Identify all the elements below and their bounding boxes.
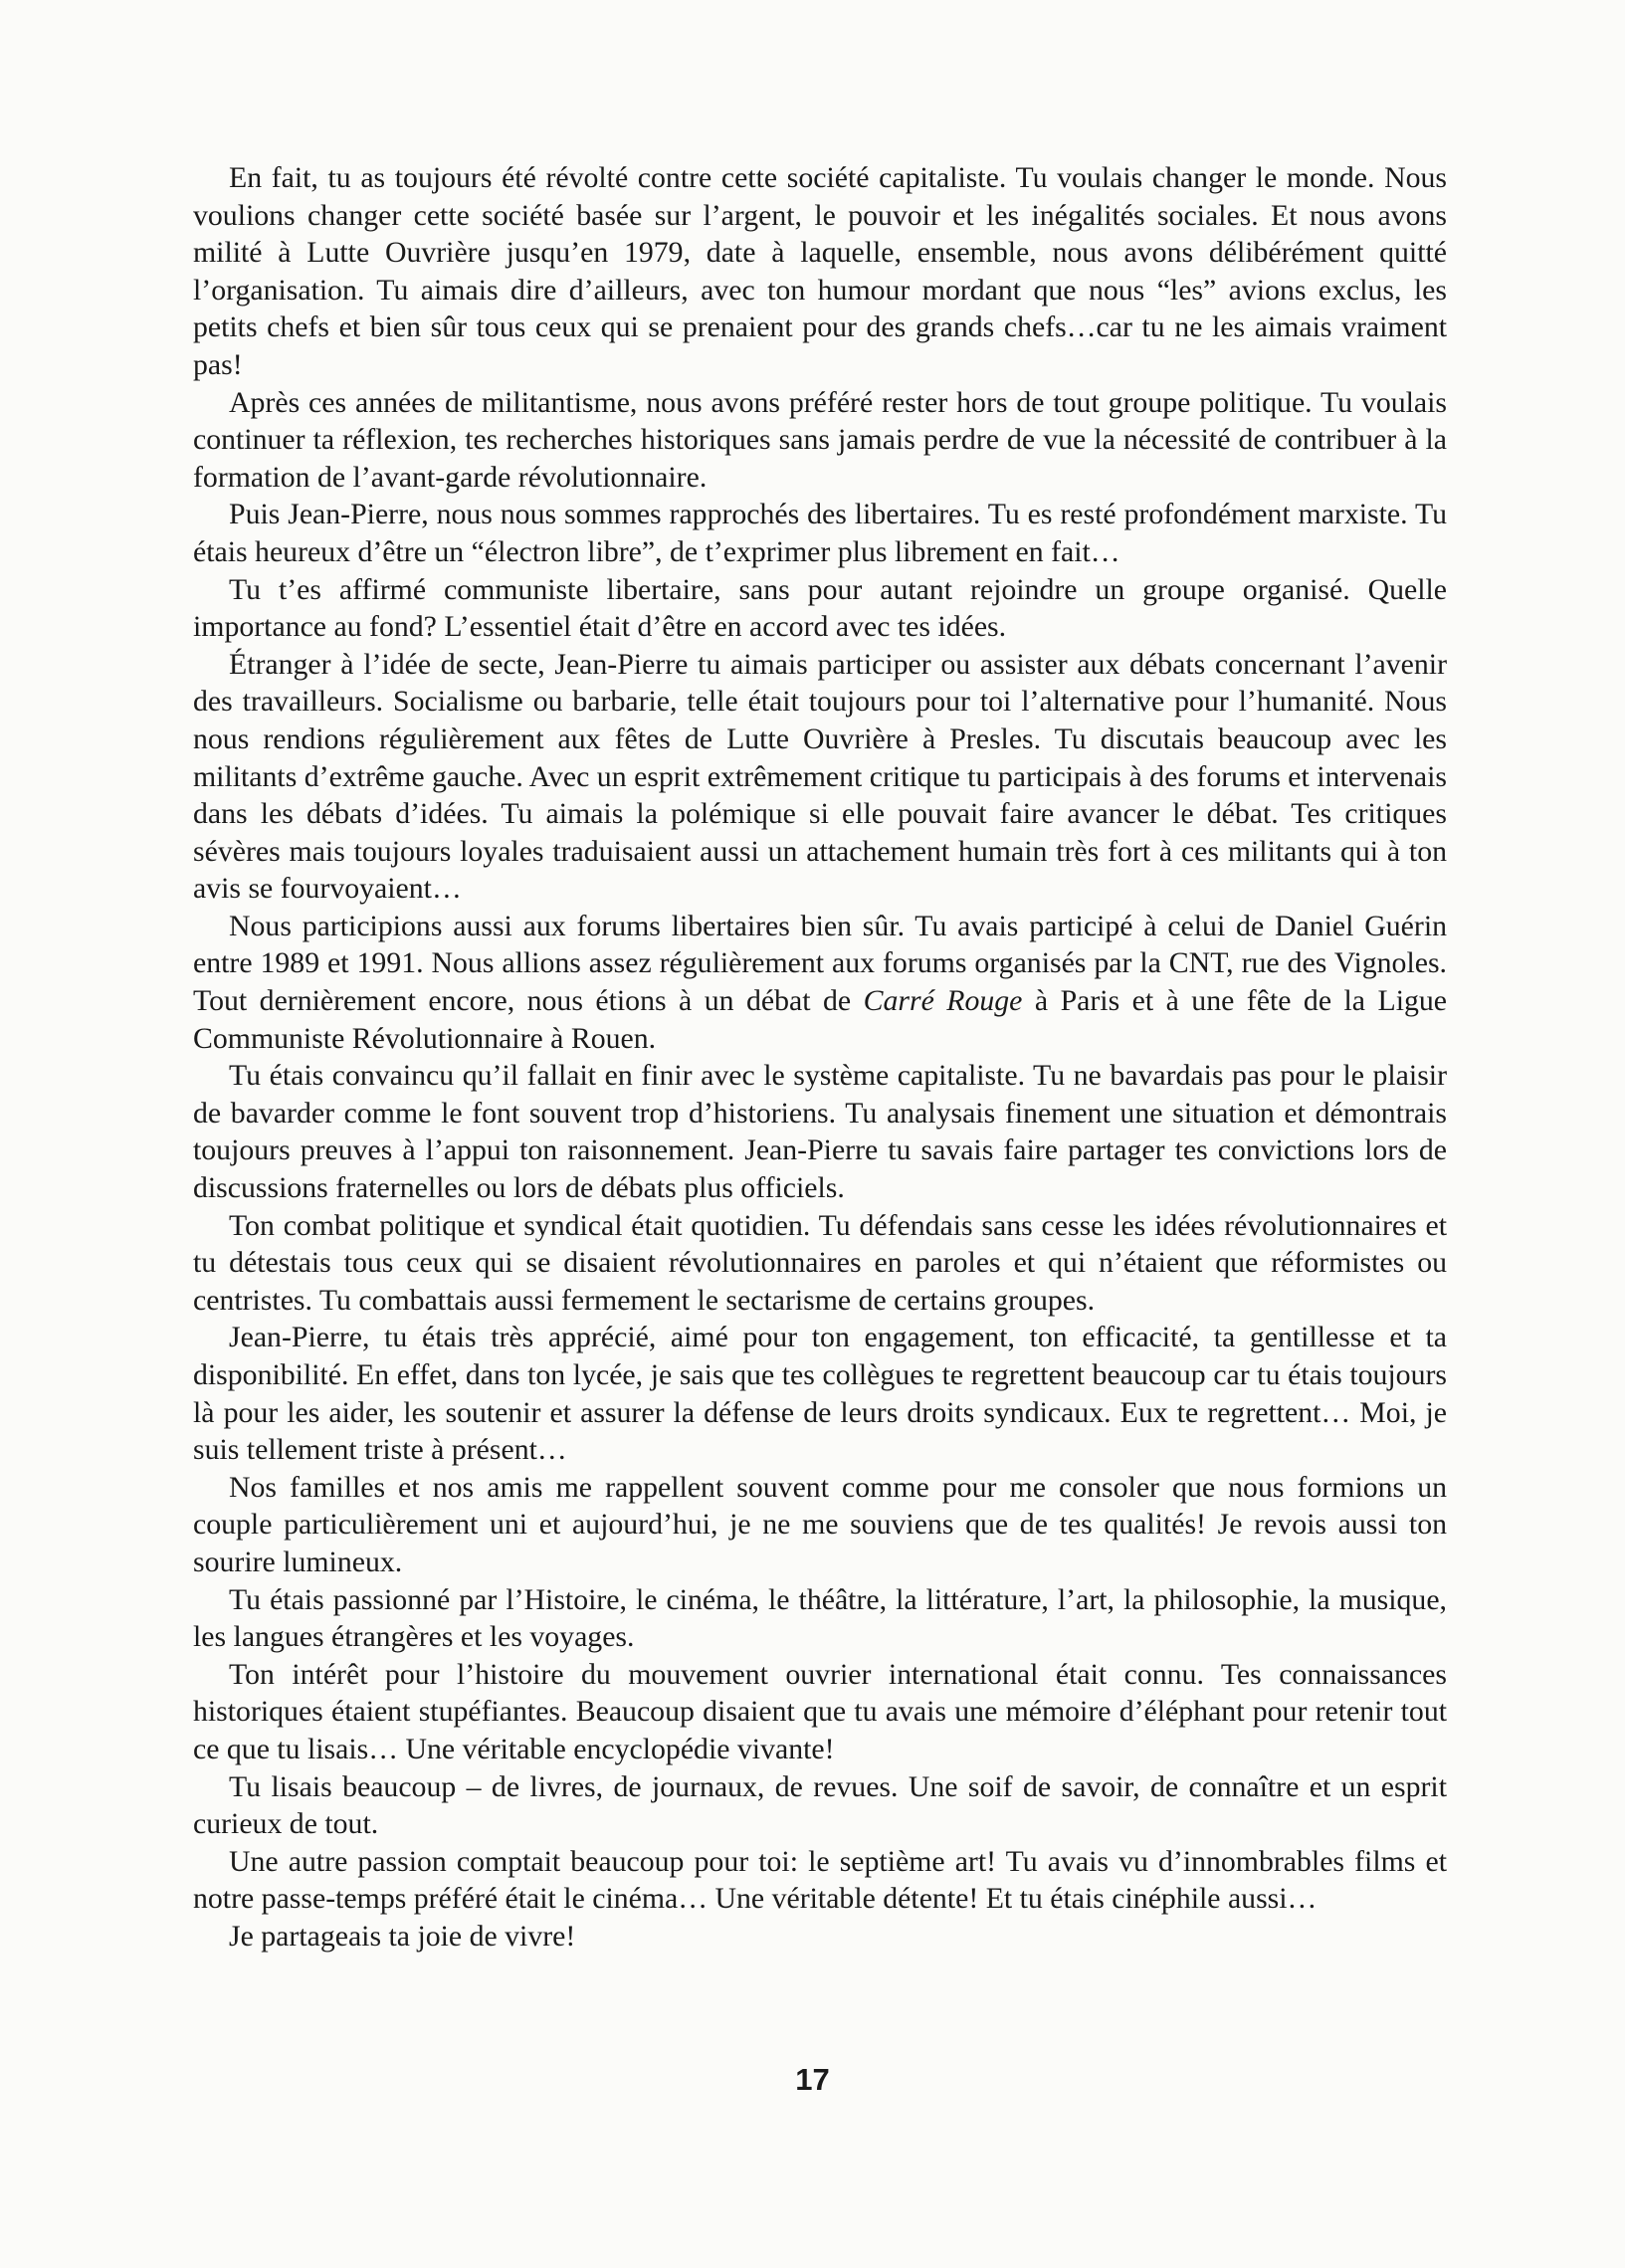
paragraph-12: Ton intérêt pour l’histoire du mouvement ouvrier international était connu. Tes connaissances historiques étaient stupéfiantes. Beaucoup disaient que tu avais une mémoire d’éléphant pour retenir tout ce que tu lisais… Une véritable encyclopédie vivante!	[193, 1657, 1447, 1765]
paragraph-7: Tu étais convaincu qu’il fallait en finir avec le système capitaliste. Tu ne bavardais pas pour le plaisir de bavarder comme le font souvent trop d’historiens. Tu analysais finement une situation et démontrais toujours preuves à l’appui ton raisonnement. Jean-Pierre tu savais faire partager tes convictions lors de discussions fraternelles ou lors de débats plus officiels.	[193, 1059, 1447, 1205]
journal-title: Carré Rouge	[863, 984, 1023, 1018]
paragraph-8: Ton combat politique et syndical était quotidien. Tu défendais sans cesse les idées révolutionnaires et tu détestais tous ceux qui se disaient révolutionnaires en paroles et qui n’étaient que réformistes ou centristes. Tu combattais aussi fermement le sectarisme de certains groupes.	[193, 1208, 1447, 1317]
paragraph-1: En fait, tu as toujours été révolté contre cette société capitaliste. Tu voulais changer le monde. Nous voulions changer cette société basée sur l’argent, le pouvoir et les inégalités sociales. Et nous avons milité à Lutte Ouvrière jusqu’en 1979, date à laquelle, ensemble, nous avons délibérément quitté l’organisation. Tu aimais dire d’ailleurs, avec ton humour mordant que nous “les” avions exclus, les petits chefs et bien sûr tous ceux qui se prenaient pour des grands chefs…car tu ne les aimais vraiment pas!	[193, 161, 1447, 381]
paragraph-6-start: Nous participions aussi aux forums libertaires bien sûr. Tu avais participé à celui de Daniel Guérin entre 1989 et 1991. Nous allions assez régulièrement aux forums organisés par la CNT, rue des Vignoles. Tout dernièrement encore, nous étions à un débat de	[193, 909, 1447, 1018]
paragraph-6	[193, 908, 1447, 1057]
paragraph-14: Une autre passion comptait beaucoup pour toi: le septième art! Tu avais vu d’innombrables films et notre passe-temps préféré était le cinéma… Une véritable détente! Et tu étais cinéphile aussi…	[193, 1844, 1447, 1916]
paragraph-3: Puis Jean-Pierre, nous nous sommes rapprochés des libertaires. Tu es resté profondément marxiste. Tu étais heureux d’être un “électron libre”, de t’exprimer plus librement en fait…	[193, 498, 1447, 568]
paragraph-13: Tu lisais beaucoup – de livres, de journaux, de revues. Une soif de savoir, de connaître et un esprit curieux de tout.	[193, 1769, 1447, 1841]
paragraph-10: Nos familles et nos amis me rappellent souvent comme pour me consoler que nous formions un couple particulièrement uni et aujourd’hui, je ne me souviens que de tes qualités! Je revois aussi ton sourire lumineux.	[193, 1470, 1447, 1578]
paragraph-15: Je partageais ta joie de vivre!	[229, 1919, 576, 1953]
paragraph-11: Tu étais passionné par l’Histoire, le cinéma, le théâtre, la littérature, l’art, la philosophie, la musique, les langues étrangères et les voyages.	[193, 1582, 1447, 1654]
paragraph-6-end: à Paris et à une fête de la Ligue Communiste Révolutionnaire à Rouen.	[193, 984, 1448, 1055]
paragraph-5: Étranger à l’idée de secte, Jean-Pierre tu aimais participer ou assister aux débats concernant l’avenir des travailleurs. Socialisme ou barbarie, telle était toujours pour toi l’alternative pour l’humanité. Nous nous rendions régulièrement aux fêtes de Lutte Ouvrière à Presles. Tu discutais beaucoup avec les militants d’extrême gauche. Avec un esprit extrêmement critique tu participais à des forums et intervenais dans les débats d’idées. Tu aimais la polémique si elle pouvait faire avancer le débat. Tes critiques sévères mais toujours loyales traduisaient aussi un attachement humain très fort à ces militants qui à ton avis se fourvoyaient…	[193, 647, 1447, 906]
page-number: 17	[795, 2062, 830, 2097]
paragraph-9: Jean-Pierre, tu étais très apprécié, aimé pour ton engagement, ton efficacité, ta gentillesse et ta disponibilité. En effet, dans ton lycée, je sais que tes collègues te regrettent beaucoup car tu étais toujours là pour les aider, les soutenir et assurer la défense de leurs droits syndicaux. Eux te regrettent… Moi, je suis tellement triste à présent…	[193, 1321, 1447, 1467]
paragraph-4: Tu t’es affirmé communiste libertaire, sans pour autant rejoindre un groupe organisé. Quelle importance au fond? L’essentiel était d’être en accord avec tes idées.	[193, 572, 1447, 644]
page-body	[193, 159, 1447, 1956]
paragraph-2: Après ces années de militantisme, nous avons préféré rester hors de tout groupe politique. Tu voulais continuer ta réflexion, tes recherches historiques sans jamais perdre de vue la nécessité de contribuer à la formation de l’avant-garde révolutionnaire.	[193, 385, 1447, 494]
